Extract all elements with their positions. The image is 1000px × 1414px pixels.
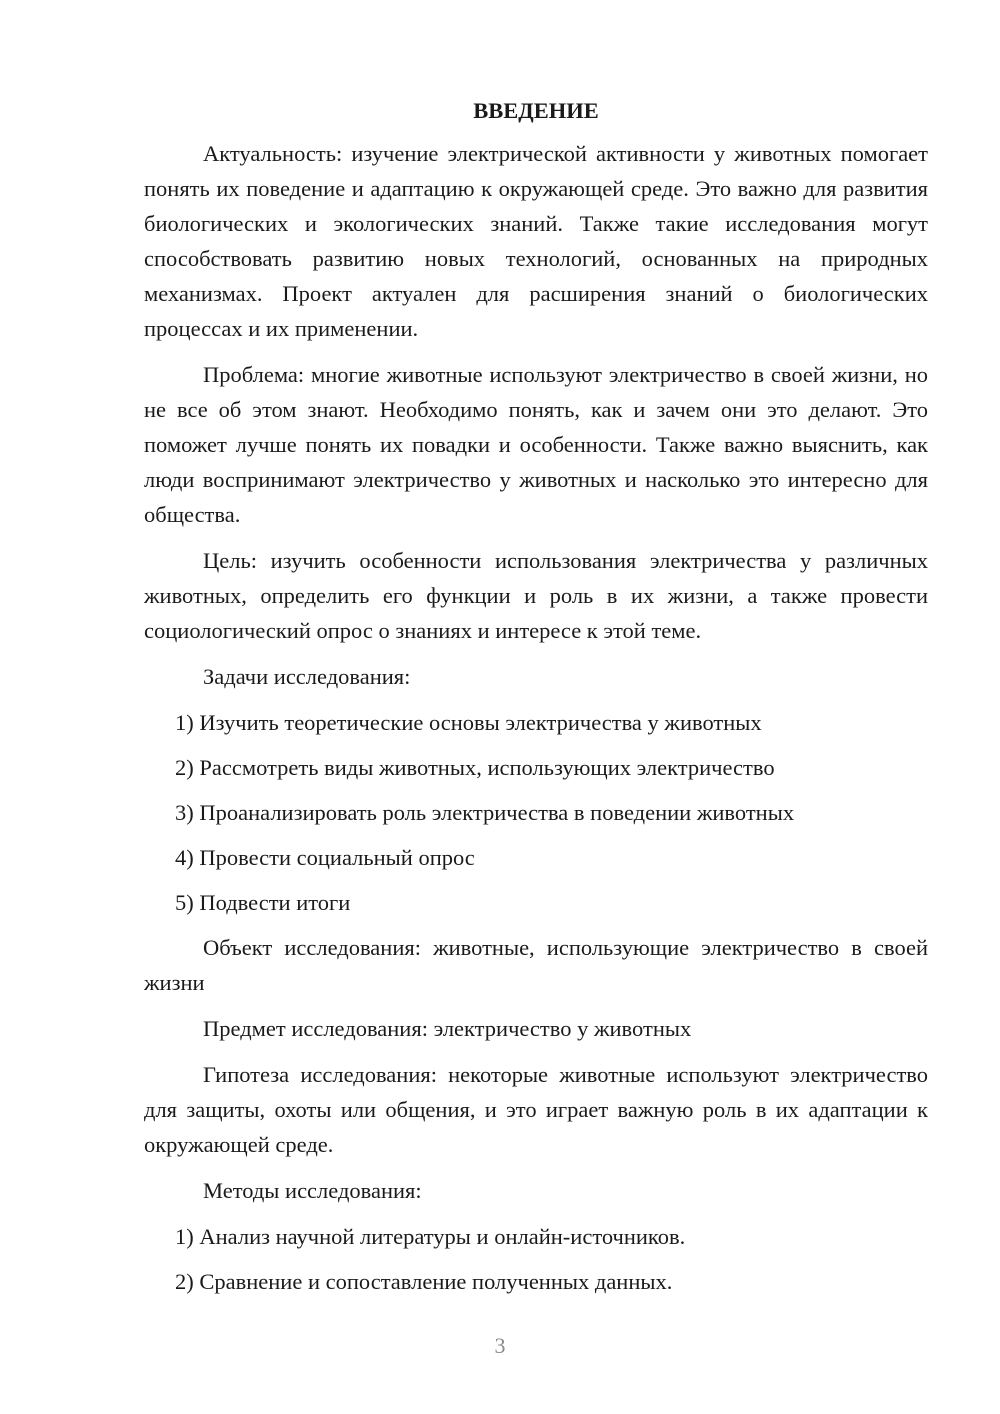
paragraph-object: Объект исследования: животные, использующие электричество в своей жизни — [144, 935, 928, 995]
paragraph-relevance: Актуальность: изучение электрической активности у животных помогает понять их поведение и адаптацию к окружающей среде. Это важно для развития биологических и экологических знаний. Также такие исследования могут способствовать развитию новых технологий, основанных на природных механизмах. Проект актуален для расширения знаний о биологических процессах и их применении. — [144, 141, 928, 341]
method-item: 1) Анализ научной литературы и онлайн-источников. — [175, 1224, 686, 1249]
methods-heading: Методы исследования: — [203, 1178, 422, 1203]
paragraph-problem: Проблема: многие животные используют электричество в своей жизни, но не все об этом знают. Необходимо понять, как и зачем они это делают. Это поможет лучше понять их повадки и особенности. Также важно выяснить, как люди воспринимают электричество у животных и насколько это интересно для общества. — [144, 362, 928, 527]
document-page — [144, 96, 928, 1309]
paragraph-hypothesis: Гипотеза исследования: некоторые животные используют электричество для защиты, охоты или общения, и это играет важную роль в их адаптации к окружающей среде. — [144, 1062, 928, 1157]
task-item: 5) Подвести итоги — [175, 890, 351, 915]
section-title: ВВЕДЕНИЕ — [473, 98, 599, 123]
page-number: 3 — [494, 1333, 506, 1358]
task-item: 1) Изучить теоретические основы электричества у животных — [175, 710, 762, 735]
tasks-heading: Задачи исследования: — [203, 664, 411, 689]
paragraph-subject: Предмет исследования: электричество у животных — [203, 1016, 692, 1041]
task-item: 4) Провести социальный опрос — [175, 845, 475, 870]
paragraph-goal: Цель: изучить особенности использования электричества у различных животных, определить его функции и роль в их жизни, а также провести социологический опрос о знаниях и интересе к этой теме. — [144, 548, 928, 643]
task-item: 2) Рассмотреть виды животных, использующих электричество — [175, 755, 775, 780]
method-item: 2) Сравнение и сопоставление полученных данных. — [175, 1269, 673, 1294]
task-item: 3) Проанализировать роль электричества в поведении животных — [175, 800, 795, 825]
